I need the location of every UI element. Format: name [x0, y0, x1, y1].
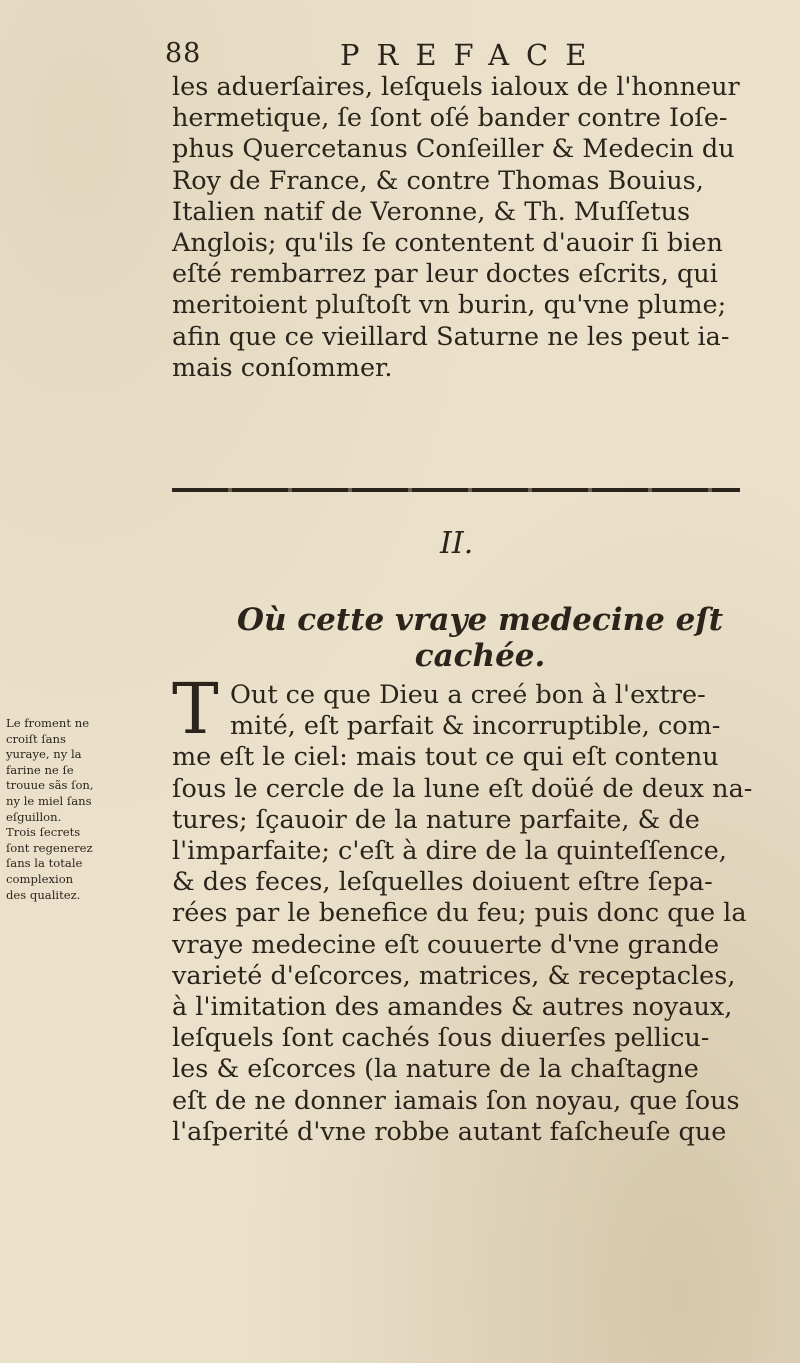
text-line: Out ce que Dieu a creé bon à l'extre-: [230, 680, 706, 710]
text-line: rées par le benefice du feu; puis donc que la: [172, 898, 747, 929]
margin-note-line: yuraye, ny la: [6, 747, 82, 762]
margin-note-line: Trois ſecrets: [6, 825, 81, 840]
section-divider: [172, 488, 740, 492]
text-line: hermetique, ſe ſont oſé bander contre Ioſe-: [172, 103, 728, 134]
text-line: eſté rembarrez par leur doctes eſcrits, qui: [172, 259, 718, 290]
margin-note-line: Le froment ne: [6, 716, 90, 730]
text-line: à l'imitation des amandes & autres noyaux,: [172, 992, 733, 1023]
running-title: PREFACE: [340, 38, 604, 72]
text-line: Anglois; qu'ils ſe contentent d'auoir ſi bien: [172, 228, 723, 259]
section-title: Où cette vraye medecine eſt cachée.: [236, 602, 724, 674]
page-number: 88: [165, 38, 202, 69]
text-line: phus Quercetanus Conſeiller & Medecin du: [172, 134, 735, 165]
text-line: Italien natif de Veronne, & Th. Muſſetus: [172, 196, 691, 227]
section-number: II.: [440, 526, 474, 561]
margin-note-line: complexion: [6, 871, 74, 886]
main-paragraph: [172, 680, 787, 1148]
text-line: ſous le cercle de la lune eſt doüé de deux na-: [172, 773, 753, 804]
text-line: afin que ce vieillard Saturne ne les peut ia-: [172, 321, 730, 352]
margin-note-line: ny le miel ſans: [6, 793, 92, 808]
drop-cap: T: [172, 668, 219, 750]
text-line: tures; ſçauoir de la nature parfaite, & de: [172, 804, 700, 835]
text-line: & des feces, leſquelles doiuent eſtre ſepa-: [172, 867, 713, 898]
text-line: leſquels ſont cachés ſous diuerſes pellicu-: [172, 1023, 710, 1054]
top-paragraph: [172, 72, 787, 384]
text-line: les aduerſaires, leſquels ialoux de l'honneur: [172, 72, 740, 102]
margin-note-line: ſont regenerez: [6, 840, 93, 855]
text-line: l'aſperité d'vne robbe autant faſcheuſe que: [172, 1116, 727, 1147]
margin-note-line: croiſt ſans: [6, 731, 66, 746]
text-line: les & eſcorces (la nature de la chaſtagne: [172, 1054, 699, 1085]
text-line: mais conſommer.: [172, 352, 393, 383]
text-line: l'imparfaite; c'eſt à dire de la quinteſſence,: [172, 836, 727, 867]
text-line: eſt de ne donner iamais ſon noyau, que ſous: [172, 1085, 740, 1116]
margin-note-line: des qualitez.: [6, 887, 81, 902]
margin-note-line: ſans la totale: [6, 856, 83, 871]
text-line: meritoient pluſtoſt vn burin, qu'vne plume;: [172, 290, 727, 321]
margin-note-line: farine ne ſe: [6, 762, 74, 777]
text-line: me eſt le ciel: mais tout ce qui eſt contenu: [172, 742, 719, 773]
text-line: varieté d'eſcorces, matrices, & receptacles,: [172, 960, 736, 991]
text-line: vraye medecine eſt couuerte d'vne grande: [172, 929, 720, 960]
margin-note-line: eſguillon.: [6, 809, 62, 824]
margin-note: [6, 716, 166, 903]
text-line: Roy de France, & contre Thomas Bouius,: [172, 165, 704, 196]
margin-note-line: trouue sãs ſon,: [6, 778, 94, 793]
text-line: mité, eſt parfait & incorruptible, com-: [230, 711, 721, 742]
